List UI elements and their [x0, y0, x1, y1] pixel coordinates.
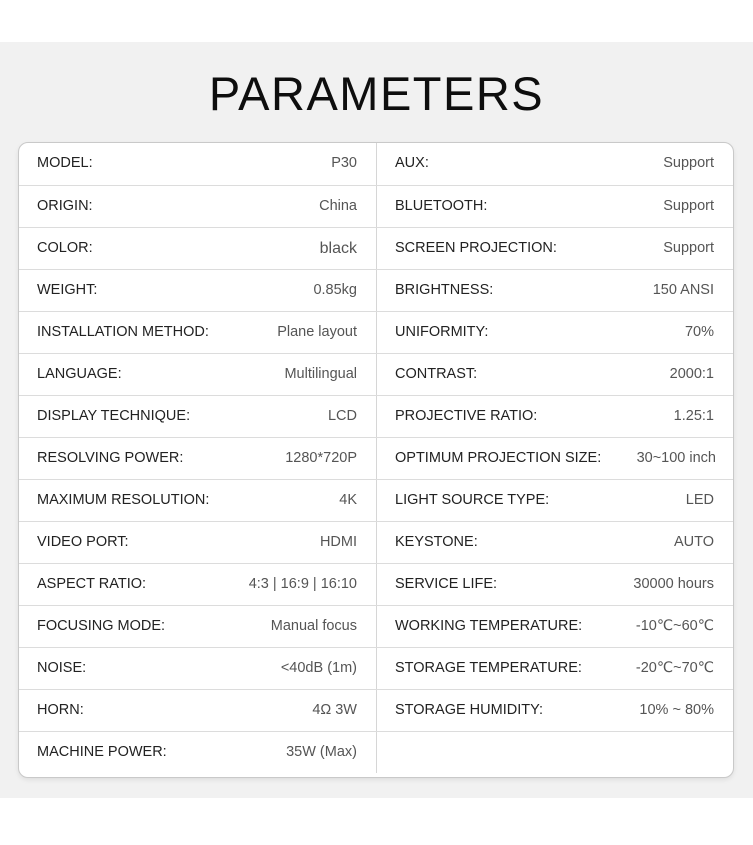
param-value: 70%: [684, 324, 714, 340]
param-cell-left: [19, 186, 377, 227]
param-value: 4:3 | 16:9 | 16:10: [248, 576, 357, 592]
param-cell-right: [377, 143, 734, 185]
table-row: [19, 605, 734, 647]
param-cell-right: [377, 354, 734, 395]
param-value: -20℃~70℃: [635, 660, 714, 676]
param-value: 1280*720P: [285, 450, 357, 466]
param-label: KEYSTONE:: [395, 534, 478, 550]
param-cell-right: [377, 396, 734, 437]
param-value: -10℃~60℃: [635, 618, 714, 634]
param-value: 4Ω 3W: [312, 702, 357, 718]
param-label: AUX:: [395, 155, 429, 171]
param-value: <40dB (1m): [280, 660, 357, 676]
param-label: BLUETOOTH:: [395, 198, 488, 214]
param-cell-right: [377, 732, 734, 773]
param-cell-left: [19, 270, 377, 311]
param-cell-right: [377, 690, 734, 731]
table-row: [19, 143, 734, 185]
table-row: [19, 647, 734, 689]
param-value: AUTO: [673, 534, 714, 550]
param-cell-right: [377, 564, 734, 605]
table-row: [19, 479, 734, 521]
table-row: [19, 521, 734, 563]
param-value: China: [319, 198, 357, 214]
param-cell-left: [19, 312, 377, 353]
param-value: 35W (Max): [286, 744, 357, 760]
param-cell-left: [19, 522, 377, 563]
param-cell-right: [377, 522, 734, 563]
param-cell-left: [19, 228, 377, 269]
param-label: WEIGHT:: [37, 282, 98, 298]
param-label: BRIGHTNESS:: [395, 282, 494, 298]
param-label: DISPLAY TECHNIQUE:: [37, 408, 191, 424]
param-value: Multilingual: [284, 366, 357, 382]
param-cell-left: [19, 690, 377, 731]
param-label: MODEL:: [37, 155, 93, 171]
param-cell-right: [377, 438, 734, 479]
param-label: VIDEO PORT:: [37, 534, 129, 550]
param-value: LED: [685, 492, 714, 508]
param-label: ORIGIN:: [37, 198, 93, 214]
param-label: HORN:: [37, 702, 84, 718]
param-label: LIGHT SOURCE TYPE:: [395, 492, 550, 508]
param-cell-left: [19, 564, 377, 605]
page-title: PARAMETERS: [208, 67, 545, 120]
param-value: 2000:1: [669, 366, 714, 382]
param-label: STORAGE HUMIDITY:: [395, 702, 543, 718]
param-value: 30~100 inch: [636, 450, 716, 466]
param-label: WORKING TEMPERATURE:: [395, 618, 583, 634]
param-cell-left: [19, 354, 377, 395]
param-cell-left: [19, 438, 377, 479]
param-cell-right: [377, 648, 734, 689]
param-value: Support: [663, 155, 714, 171]
param-cell-left: [19, 480, 377, 521]
param-cell-left: [19, 732, 377, 773]
table-row: [19, 311, 734, 353]
param-value: black: [319, 240, 357, 257]
param-label: INSTALLATION METHOD:: [37, 324, 209, 340]
param-label: CONTRAST:: [395, 366, 478, 382]
table-row: [19, 269, 734, 311]
param-label: PROJECTIVE RATIO:: [395, 408, 538, 424]
param-value: Support: [663, 240, 714, 256]
table-row: [19, 185, 734, 227]
param-label: FOCUSING MODE:: [37, 618, 166, 634]
param-label: LANGUAGE:: [37, 366, 122, 382]
table-row: [19, 353, 734, 395]
param-label: NOISE:: [37, 660, 87, 676]
param-label: ASPECT RATIO:: [37, 576, 147, 592]
param-value: 4K: [339, 492, 357, 508]
param-label: SERVICE LIFE:: [395, 576, 498, 592]
table-row: [19, 731, 734, 773]
param-label: COLOR:: [37, 240, 93, 256]
param-cell-right: [377, 270, 734, 311]
param-value: LCD: [327, 408, 357, 424]
param-cell-right: [377, 186, 734, 227]
param-cell-left: [19, 143, 377, 185]
param-label: UNIFORMITY:: [395, 324, 489, 340]
param-cell-left: [19, 648, 377, 689]
param-label: MAXIMUM RESOLUTION:: [37, 492, 210, 508]
parameters-table: [18, 142, 734, 778]
param-value: 1.25:1: [673, 408, 714, 424]
param-value: Plane layout: [277, 324, 357, 340]
param-cell-left: [19, 396, 377, 437]
param-value: 30000 hours: [633, 576, 714, 592]
param-label: OPTIMUM PROJECTION SIZE:: [395, 450, 602, 466]
param-label: MACHINE POWER:: [37, 744, 167, 760]
param-value: Manual focus: [270, 618, 357, 634]
param-value: 0.85kg: [313, 282, 357, 298]
table-row: [19, 437, 734, 479]
param-label: STORAGE TEMPERATURE:: [395, 660, 582, 676]
param-label: RESOLVING POWER:: [37, 450, 184, 466]
param-cell-left: [19, 606, 377, 647]
param-cell-right: [377, 480, 734, 521]
param-label: SCREEN PROJECTION:: [395, 240, 557, 256]
param-cell-right: [377, 228, 734, 269]
param-cell-right: [377, 606, 734, 647]
param-value: 10% ~ 80%: [639, 702, 714, 718]
table-row: [19, 227, 734, 269]
table-row: [19, 395, 734, 437]
param-cell-right: [377, 312, 734, 353]
param-value: P30: [331, 155, 357, 171]
param-value: Support: [663, 198, 714, 214]
table-row: [19, 563, 734, 605]
param-value: 150 ANSI: [652, 282, 714, 298]
table-row: [19, 689, 734, 731]
param-value: HDMI: [319, 534, 357, 550]
